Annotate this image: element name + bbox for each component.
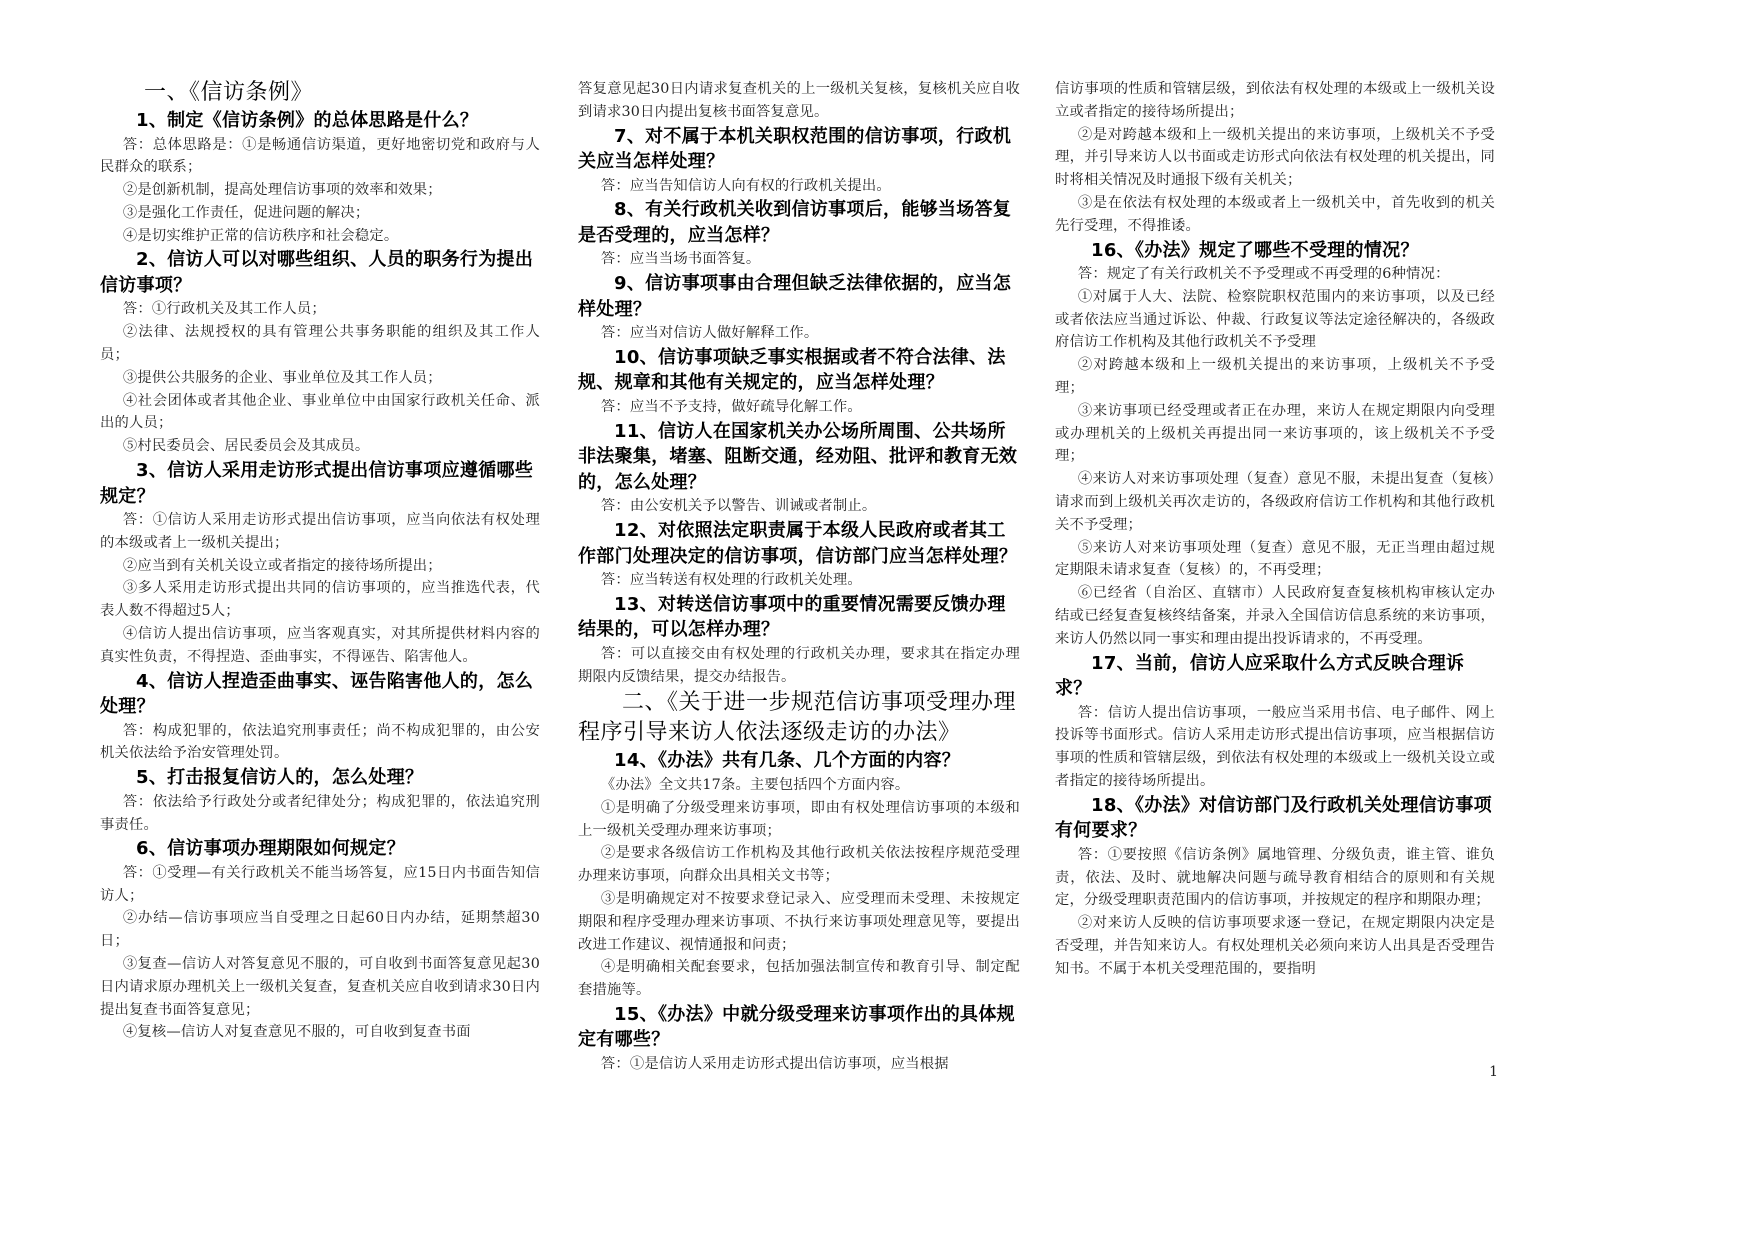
answer-paragraph: 答：可以直接交由有权处理的行政机关办理，要求其在指定办理期限内反馈结果，提交办结报告。	[578, 645, 1020, 685]
answer-paragraph: 答：依法给予行政处分或者纪律处分；构成犯罪的，依法追究刑事责任。	[100, 793, 540, 833]
answer-paragraph: ②是要求各级信访工作机构及其他行政机关依法按程序规范受理办理来访事项，向群众出具相关文书等；	[578, 845, 1020, 885]
answer-paragraph: 《办法》全文共17条。主要包括四个方面内容。	[600, 776, 910, 793]
answer-paragraph: ④信访人提出信访事项，应当客观真实，对其所提供材料内容的真实性负责，不得捏造、歪曲事实，不得诬告、陷害他人。	[100, 626, 540, 665]
answer-paragraph: ⑤村民委员会、居民委员会及其成员。	[122, 438, 370, 455]
question-heading: 11、信访人在国家机关办公场所周围、公共场所非法聚集，堵塞、阻断交通，经劝阻、批评和教育无效的，怎么处理？	[578, 420, 1018, 493]
answer-paragraph: 答：①行政机关及其工作人员；	[122, 301, 326, 318]
question-heading: 18、《办法》对信访部门及行政机关处理信访事项有何要求？	[1055, 794, 1492, 842]
question-heading: 14、《办法》共有几条、几个方面的内容？	[614, 750, 961, 772]
question-heading: 12、对依照法定职责属于本级人民政府或者其工作部门处理决定的信访事项，信访部门应当怎样处理？	[578, 520, 1018, 567]
answer-paragraph: ①对属于人大、法院、检察院职权范围内的来访事项，以及已经或者依法应当通过诉讼、仲裁、行政复议等法定途径解决的，各级政府信访工作机构及其他行政机关不予受理	[1055, 288, 1495, 351]
answer-paragraph: ③是强化工作责任，促进问题的解决；	[122, 204, 370, 221]
question-heading: 17、当前，信访人应采取什么方式反映合理诉求？	[1055, 652, 1465, 700]
answer-paragraph: 答：构成犯罪的，依法追究刑事责任；尚不构成犯罪的，由公安机关依法给予治安管理处罚。	[100, 722, 540, 762]
answer-paragraph: ③复查—信访人对答复意见不服的，可自收到书面答复意见起30日内请求原办理机关上一级机关复查，复查机关应自收到请求30日内提出复查书面答复意见；	[100, 956, 540, 1018]
answer-paragraph: 答：总体思路是：①是畅通信访渠道，更好地密切党和政府与人民群众的联系；	[100, 136, 540, 176]
answer-paragraph: ④复核—信访人对复查意见不服的，可自收到复查书面	[122, 1024, 471, 1041]
answer-paragraph: 答：①是信访人采用走访形式提出信访事项，应当根据	[600, 1055, 949, 1072]
answer-paragraph: ④是切实维护正常的信访秩序和社会稳定。	[122, 227, 399, 244]
answer-paragraph: 答：由公安机关予以警告、训诫或者制止。	[600, 498, 877, 515]
answer-paragraph: ③是明确规定对不按要求登记录入、应受理而未受理、未按规定期限和程序受理办理来访事项、不执行来访事项处理意见等，要提出改进工作建议、视情通报和问责；	[578, 890, 1020, 953]
answer-paragraph: ③提供公共服务的企业、事业单位及其工作人员；	[122, 369, 442, 386]
answer-paragraph: ⑥已经省（自治区、直辖市）人民政府复查复核机构审核认定办结或已经复查复核终结备案，并录入全国信访信息系统的来访事项，来访人仍然以同一事实和理由提出投诉请求的，不再受理。	[1055, 585, 1495, 647]
column-right	[1055, 78, 1495, 981]
answer-paragraph: ②法律、法规授权的具有管理公共事务职能的组织及其工作人员；	[100, 324, 540, 364]
answer-paragraph: ④社会团体或者其他企业、事业单位中由国家行政机关任命、派出的人员；	[100, 392, 540, 432]
answer-paragraph: 答：①信访人采用走访形式提出信访事项，应当向依法有权处理的本级或者上一级机关提出；	[100, 512, 540, 551]
answer-paragraph: 答：应当告知信访人向有权的行政机关提出。	[600, 177, 891, 194]
answer-paragraph: ⑤来访人对来访事项处理（复查）意见不服，无正当理由超过规定期限未请求复查（复核）的，不再受理；	[1055, 539, 1495, 579]
answer-paragraph: ②是创新机制，提高处理信访事项的效率和效果；	[122, 182, 442, 199]
answer-paragraph: 答：应当不予支持，做好疏导化解工作。	[600, 398, 862, 415]
answer-paragraph: 答：应当转送有权处理的行政机关处理。	[600, 572, 862, 589]
answer-paragraph: 答：信访人提出信访事项，一般应当采用书信、电子邮件、网上投诉等书面形式。信访人采用走访形式提出信访事项，应当根据信访事项的性质和管辖层级，到依法有权处理的本级或上一级机关设立或者指定的接待场所提出。	[1055, 704, 1495, 790]
answer-paragraph: ①是明确了分级受理来访事项，即由有权处理信访事项的本级和上一级机关受理办理来访事项；	[578, 799, 1020, 839]
answer-paragraph: ②办结—信访事项应当自受理之日起60日内办结，延期禁超30日；	[100, 910, 540, 950]
answer-paragraph: 答：应当对信访人做好解释工作。	[600, 325, 819, 342]
answer-paragraph: ④来访人对来访事项处理（复查）意见不服，未提出复查（复核）请求而到上级机关再次走访的，各级政府信访工作机构和其他行政机关不予受理；	[1055, 471, 1495, 533]
section-heading: 二、《关于进一步规范信访事项受理办理程序引导来访人依法逐级走访的办法》	[578, 690, 1017, 746]
question-heading: 3、信访人采用走访形式提出信访事项应遵循哪些规定？	[100, 460, 534, 507]
question-heading: 8、有关行政机关收到信访事项后，能够当场答复是否受理的，应当怎样？	[578, 199, 1012, 246]
answer-paragraph: ③是在依法有权处理的本级或者上一级机关中，首先收到的机关先行受理，不得推诿。	[1055, 194, 1495, 234]
answer-paragraph: ②对来访人反映的信访事项要求逐一登记，在规定期限内决定是否受理，并告知来访人。有权处理机关必须向来访人出具是否受理告知书。不属于本机关受理范围的，要指明	[1055, 915, 1495, 977]
question-heading: 6、信访事项办理期限如何规定？	[136, 838, 406, 860]
answer-paragraph: ②应当到有关机关设立或者指定的接待场所提出；	[122, 557, 442, 574]
question-heading: 15、《办法》中就分级受理来访事项作出的具体规定有哪些？	[578, 1003, 1015, 1051]
question-heading: 16、《办法》规定了哪些不受理的情况？	[1091, 239, 1419, 261]
column-middle	[578, 78, 1020, 1076]
answer-paragraph: 答：①受理—有关行政机关不能当场答复，应15日内书面告知信访人；	[100, 864, 540, 904]
question-heading: 1、制定《信访条例》的总体思路是什么？	[136, 110, 479, 131]
answer-paragraph: 答复意见起30日内请求复查机关的上一级机关复核，复核机关应自收到请求30日内提出复核书面答复意见。	[578, 81, 1020, 120]
answer-paragraph: 答：规定了有关行政机关不予受理或不再受理的6种情况：	[1077, 266, 1450, 283]
question-heading: 2、信访人可以对哪些组织、人员的职务行为提出信访事项？	[100, 249, 534, 296]
answer-paragraph: ②是对跨越本级和上一级机关提出的来访事项，上级机关不予受理，并引导来访人以书面或走访形式向依法有权处理的机关提出，同时将相关情况及时通报下级有关机关；	[1055, 126, 1495, 189]
question-heading: 7、对不属于本机关职权范围的信访事项，行政机关应当怎样处理？	[578, 125, 1012, 173]
question-heading: 9、信访事项事由合理但缺乏法律依据的，应当怎样处理？	[578, 273, 1012, 320]
answer-paragraph: 答：应当当场书面答复。	[600, 251, 761, 268]
column-left	[100, 78, 540, 1044]
question-heading: 10、信访事项缺乏事实根据或者不符合法律、法规、规章和其他有关规定的，应当怎样处理？	[578, 346, 1006, 394]
question-heading: 13、对转送信访事项中的重要情况需要反馈办理结果的，可以怎样办理？	[578, 593, 1006, 641]
answer-paragraph: 答：①要按照《信访条例》属地管理、分级负责，谁主管、谁负责，依法、及时、就地解决问题与疏导教育相结合的原则和有关规定，分级受理职责范围内的信访事项，并按规定的程序和期限办理；	[1055, 846, 1495, 909]
answer-paragraph: ④是明确相关配套要求，包括加强法制宣传和教育引导、制定配套措施等。	[578, 959, 1020, 999]
answer-paragraph: ②对跨越本级和上一级机关提出的来访事项，上级机关不予受理；	[1055, 357, 1495, 397]
page-number: 1	[1489, 1064, 1498, 1080]
answer-paragraph: ③来访事项已经受理或者正在办理，来访人在规定期限内向受理或办理机关的上级机关再提出同一来访事项的，该上级机关不予受理；	[1055, 402, 1495, 465]
question-heading: 5、打击报复信访人的，怎么处理？	[136, 767, 424, 789]
answer-paragraph: ③多人采用走访形式提出共同的信访事项的，应当推选代表，代表人数不得超过5人；	[100, 580, 540, 620]
question-heading: 4、信访人捏造歪曲事实、诬告陷害他人的，怎么处理？	[100, 670, 534, 718]
answer-paragraph: 信访事项的性质和管辖层级，到依法有权处理的本级或上一级机关设立或者指定的接待场所提出；	[1055, 81, 1495, 120]
section-heading: 一、《信访条例》	[144, 80, 314, 105]
